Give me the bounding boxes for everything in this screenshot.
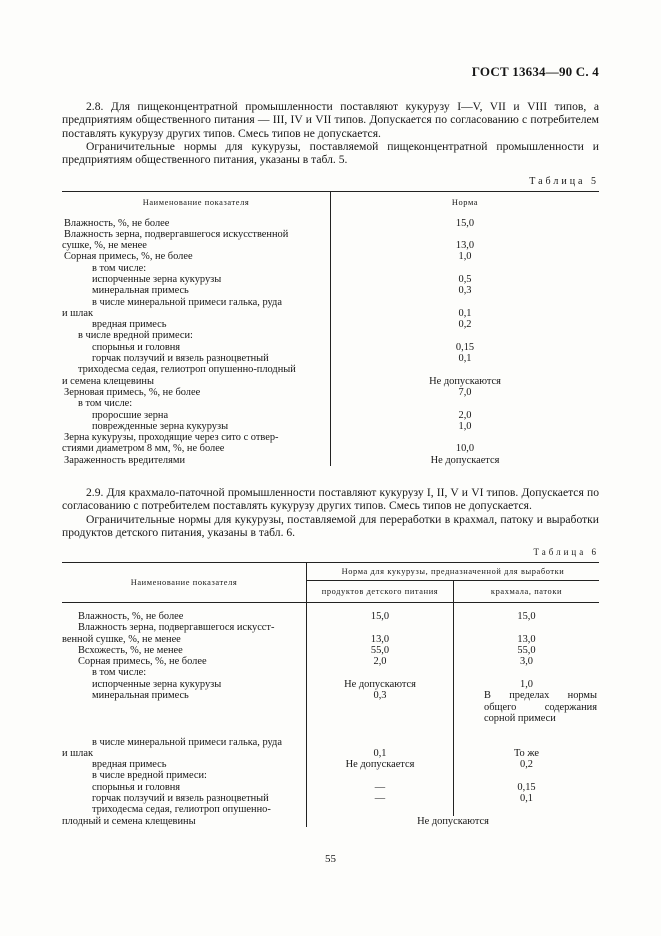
row-value: 7,0	[331, 387, 600, 398]
row-label: плодный и семена клещевины	[62, 815, 196, 827]
table-row	[62, 690, 599, 737]
row-value-children: 15,0	[307, 603, 454, 623]
table-row	[62, 387, 599, 398]
row-value-starch: То же	[454, 748, 600, 759]
table-row	[62, 251, 599, 262]
row-value-children: —	[307, 782, 454, 793]
table-row	[62, 748, 599, 759]
table-row	[62, 645, 599, 656]
row-value: 1,0	[331, 421, 600, 432]
table5-caption: Таблица 5	[529, 176, 599, 187]
row-value	[331, 229, 600, 240]
row-label: горчак ползучий и вязель разноцветный	[92, 793, 269, 805]
row-label: Зерновая примесь, %, не более	[64, 386, 201, 398]
row-label: минеральная примесь	[92, 690, 189, 702]
row-value-starch	[454, 770, 600, 781]
row-label: Зараженность вредителями	[64, 454, 186, 466]
row-label: горчак ползучий и вязель разноцветный	[92, 353, 269, 365]
table-row	[62, 793, 599, 804]
table-row	[62, 816, 599, 827]
row-value-children	[307, 622, 454, 633]
row-value	[331, 297, 600, 308]
row-label: в числе вредной примеси:	[92, 770, 207, 782]
table-row	[62, 214, 599, 229]
row-value-starch: 0,15	[454, 782, 600, 793]
row-value-starch	[454, 622, 600, 633]
row-value-starch: В пределах нормы общего содержания сорной примеси	[454, 690, 600, 737]
table-row	[62, 330, 599, 341]
row-value	[331, 330, 600, 341]
row-label: минеральная примесь	[92, 285, 189, 297]
row-value: 10,0	[331, 443, 600, 454]
row-label: проросшие зерна	[92, 409, 169, 421]
row-label: сушке, %, не менее	[62, 240, 147, 252]
row-value-starch: 3,0	[454, 656, 600, 667]
table-row	[62, 398, 599, 409]
table-row	[62, 770, 599, 781]
table-row	[62, 285, 599, 296]
row-label: Зерна кукурузы, проходящие через сито с отвер-	[64, 432, 279, 444]
paragraph-2-8-limits: Ограничительные нормы для кукурузы, поставляемой пищеконцентратной промышленности и предприятиям общественного питания, указаны в табл. 5.	[62, 140, 599, 167]
row-label: Влажность, %, не более	[78, 611, 184, 622]
row-value: 0,1	[331, 353, 600, 364]
table6-col-starch: крахмала, патоки	[454, 581, 600, 603]
table-row	[62, 634, 599, 645]
row-value-children	[307, 770, 454, 781]
table5-col-norm: Норма	[331, 192, 600, 214]
paragraph-2-9-limits: Ограничительные нормы для кукурузы, поставляемой для переработки в крахмал, патоку и выработки продуктов детского питания, указаны в табл. 6.	[62, 513, 599, 540]
row-label: в числе минеральной примеси галька, руда	[92, 736, 282, 748]
row-value-children: 13,0	[307, 634, 454, 645]
row-value: 0,15	[331, 342, 600, 353]
row-label: стиями диаметром 8 мм, %, не более	[62, 443, 225, 455]
table6-caption: Таблица 6	[533, 547, 599, 557]
table-row	[62, 240, 599, 251]
row-value-children	[307, 804, 454, 815]
table-row	[62, 376, 599, 387]
row-value-merged: Не допускаются	[307, 816, 600, 827]
row-value: Не допускается	[331, 455, 600, 466]
row-value: Не допускаются	[331, 376, 600, 387]
table-row	[62, 308, 599, 319]
row-value	[331, 263, 600, 274]
row-label: поврежденные зерна кукурузы	[92, 420, 229, 432]
row-label: и семена клещевины	[62, 375, 154, 387]
table-row	[62, 421, 599, 432]
table-row	[62, 263, 599, 274]
table-6	[62, 562, 599, 827]
table-row	[62, 679, 599, 690]
table-row	[62, 274, 599, 285]
row-value: 2,0	[331, 410, 600, 421]
row-value-children: —	[307, 793, 454, 804]
row-label: Всхожесть, %, не менее	[78, 644, 183, 656]
table-row	[62, 297, 599, 308]
paragraph-2-8: 2.8. Для пищеконцентратной промышленности поставляют кукурузу I—V, VII и VIII типов, а предприятиям общественного питания — III, IV и VII типов. Допускается по согласованию с потребителем поставлять кукурузу других типов. Смесь типов не допускается.	[62, 100, 599, 140]
row-label: Влажность, %, не более	[64, 217, 170, 229]
row-label: в числе минеральной примеси галька, руда	[92, 296, 282, 308]
row-value	[331, 398, 600, 409]
table-5	[62, 191, 599, 466]
row-value-starch: 0,2	[454, 759, 600, 770]
row-value: 15,0	[331, 214, 600, 229]
row-label: в том числе:	[92, 262, 147, 274]
table-row	[62, 364, 599, 375]
row-value	[331, 432, 600, 443]
row-label: в том числе:	[92, 667, 147, 679]
row-value: 0,1	[331, 308, 600, 319]
table-row	[62, 667, 599, 678]
row-label: и шлак	[62, 307, 94, 319]
row-value-starch	[454, 804, 600, 815]
table-row	[62, 455, 599, 466]
row-label: триходесма седая, гелиотроп опушенно-	[92, 804, 271, 816]
row-label: триходесма седая, гелиотроп опушенно-плодный	[78, 364, 296, 376]
page-number: 55	[325, 853, 336, 865]
row-value-starch: 15,0	[454, 603, 600, 623]
row-value-children: 0,1	[307, 748, 454, 759]
row-label: Влажность зерна, подвергавшегося искусст-	[78, 622, 275, 634]
row-label: Сорная примесь, %, не более	[78, 656, 207, 668]
row-value: 0,5	[331, 274, 600, 285]
row-label: в том числе:	[78, 398, 133, 410]
row-value: 0,3	[331, 285, 600, 296]
row-label: спорынья и головня	[92, 781, 181, 793]
row-value-starch	[454, 737, 600, 748]
row-value-children: Не допускается	[307, 759, 454, 770]
row-label: и шлак	[62, 747, 94, 759]
table-row	[62, 782, 599, 793]
row-value: 1,0	[331, 251, 600, 262]
row-label: Влажность зерна, подвергавшегося искусственной	[64, 228, 289, 240]
table-row	[62, 319, 599, 330]
row-label: испорченные зерна кукурузы	[92, 678, 222, 690]
table-row	[62, 432, 599, 443]
row-value-children: 0,3	[307, 690, 454, 737]
table6-col-name: Наименование показателя	[130, 578, 238, 587]
row-value-children: 2,0	[307, 656, 454, 667]
table6-col-children: продуктов детского питания	[307, 581, 454, 603]
table-row	[62, 342, 599, 353]
table6-col-group: Норма для кукурузы, предназначенной для выработки	[307, 563, 600, 581]
row-value	[331, 364, 600, 375]
page-header: ГОСТ 13634—90 С. 4	[471, 64, 599, 79]
table-row	[62, 443, 599, 454]
row-label: вредная примесь	[92, 319, 167, 331]
row-value-starch: 0,1	[454, 793, 600, 804]
row-value-starch: 55,0	[454, 645, 600, 656]
table5-col-name: Наименование показателя	[142, 198, 250, 208]
row-label: в числе вредной примеси:	[78, 330, 193, 342]
table-row	[62, 804, 599, 815]
row-value-children: Не допускаются	[307, 679, 454, 690]
row-label: венной сушке, %, не менее	[62, 633, 181, 645]
table-row	[62, 759, 599, 770]
row-label: спорынья и головня	[92, 341, 181, 353]
row-label: Сорная примесь, %, не более	[64, 251, 193, 263]
row-value: 0,2	[331, 319, 600, 330]
table-row	[62, 410, 599, 421]
row-value-children	[307, 737, 454, 748]
row-value-children	[307, 667, 454, 678]
table-row	[62, 656, 599, 667]
row-label: вредная примесь	[92, 759, 167, 771]
row-value-starch	[454, 667, 600, 678]
table-row	[62, 622, 599, 633]
table-row	[62, 737, 599, 748]
row-value-starch: 13,0	[454, 634, 600, 645]
table-row	[62, 603, 599, 623]
paragraph-2-9: 2.9. Для крахмало-паточной промышленности поставляют кукурузу I, II, V и VI типов. Допускается по согласованию с потребителем поставлять кукурузу других типов. Смесь типов не допускается.	[62, 486, 599, 513]
table-row	[62, 353, 599, 364]
row-value: 13,0	[331, 240, 600, 251]
table-row	[62, 229, 599, 240]
row-label: испорченные зерна кукурузы	[92, 273, 222, 285]
row-value-starch: 1,0	[454, 679, 600, 690]
row-value-children: 55,0	[307, 645, 454, 656]
